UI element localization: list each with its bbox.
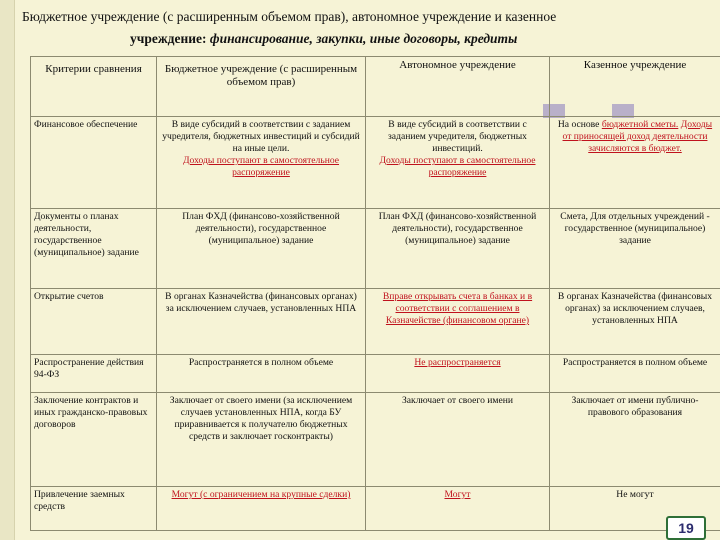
table-row (31, 393, 720, 487)
cell-budget (157, 117, 366, 209)
header-autonomous: Автономное учреждение (366, 57, 550, 117)
cell-kazennoe: Заключает от имени публично-правового образования (550, 393, 720, 487)
row-criterion: Документы о планах деятельности, государственное (муниципальное) задание (31, 209, 157, 289)
cell-red-text: Доходы поступают в самостоятельное распоряжение (182, 155, 340, 178)
cell-text: На основе (557, 119, 600, 130)
cell-red-text: Доходы от приносящей доход деятельности зачисляются в бюджет. (562, 119, 713, 154)
cell-autonomous (366, 117, 550, 209)
table-row (31, 289, 720, 355)
cell-budget: Распространяется в полном объеме (157, 355, 366, 393)
row-criterion: Заключение контрактов и иных гражданско-правовых договоров (31, 393, 157, 487)
cell-autonomous (366, 289, 550, 355)
row-criterion: Финансовое обеспечение (31, 117, 157, 209)
header-budget: Бюджетное учреждение (с расширенным объемом прав) (157, 57, 366, 117)
page-number-badge: 19 (666, 516, 706, 540)
title-line-2-italic: финансирование, закупки, иные договоры, кредиты (209, 31, 518, 46)
cell-autonomous: План ФХД (финансово-хозяйственной деятельности), государственное (муниципальное) задание (366, 209, 550, 289)
title-line-1: Бюджетное учреждение (с расширенным объемом прав), автономное учреждение и казенное (22, 9, 557, 24)
table-row (31, 209, 720, 289)
cell-red-text: Доходы поступают в самостоятельное распоряжение (379, 155, 536, 178)
cell-budget: План ФХД (финансово-хозяйственной деятельности), государственное (муниципальное) задание (157, 209, 366, 289)
header-kazennoe: Казенное учреждение (550, 57, 720, 117)
cell-kazennoe: Смета, Для отдельных учреждений - государственное (муниципальное) задание (550, 209, 720, 289)
table-row (31, 355, 720, 393)
left-decor-band (0, 0, 15, 540)
cell-text: В виде субсидий в соответствии с заданием учредителя, бюджетных инвестиций и субсидий на иные цели. (162, 119, 360, 154)
comparison-table (30, 56, 720, 531)
table-row (31, 487, 720, 531)
row-criterion: Привлечение заемных средств (31, 487, 157, 531)
cell-autonomous (366, 355, 550, 393)
cell-kazennoe: Распространяется в полном объеме (550, 355, 720, 393)
row-criterion: Открытие счетов (31, 289, 157, 355)
table-header-row (31, 57, 720, 117)
title-line-2-bold: учреждение: (130, 31, 207, 46)
cell-red-text: Вправе открывать счета в банках и в соответствии с соглашением в Казначействе (финансовом органе) (382, 291, 533, 326)
cell-kazennoe (550, 117, 720, 209)
title-line-2 (22, 28, 712, 50)
cell-autonomous (366, 487, 550, 531)
cell-kazennoe: В органах Казначейства (финансовых органах) за исключением случаев, установленных НПА (550, 289, 720, 355)
cell-budget: Заключает от своего имени (за исключением случаев установленных НПА, когда БУ приравнивается к получателю бюджетных средств и заключает госконтракты) (157, 393, 366, 487)
row-criterion: Распространение действия 94-ФЗ (31, 355, 157, 393)
cell-red-text: Могут (444, 489, 471, 500)
cell-autonomous: Заключает от своего имени (366, 393, 550, 487)
cell-red-text: Не распространяется (414, 357, 501, 368)
cell-text: В виде субсидий в соответствии с заданием учредителя, бюджетных инвестиций. (388, 119, 527, 154)
header-criteria: Критерии сравнения (31, 57, 157, 117)
table-row (31, 117, 720, 209)
cell-red-text: бюджетной сметы. (601, 119, 679, 130)
cell-budget: В органах Казначейства (финансовых органах) за исключением случаев, установленных НПА (157, 289, 366, 355)
cell-red-text: Могут (с ограничением на крупные сделки) (171, 489, 351, 500)
page-title (22, 6, 712, 50)
cell-kazennoe: Не могут (550, 487, 720, 531)
cell-budget (157, 487, 366, 531)
